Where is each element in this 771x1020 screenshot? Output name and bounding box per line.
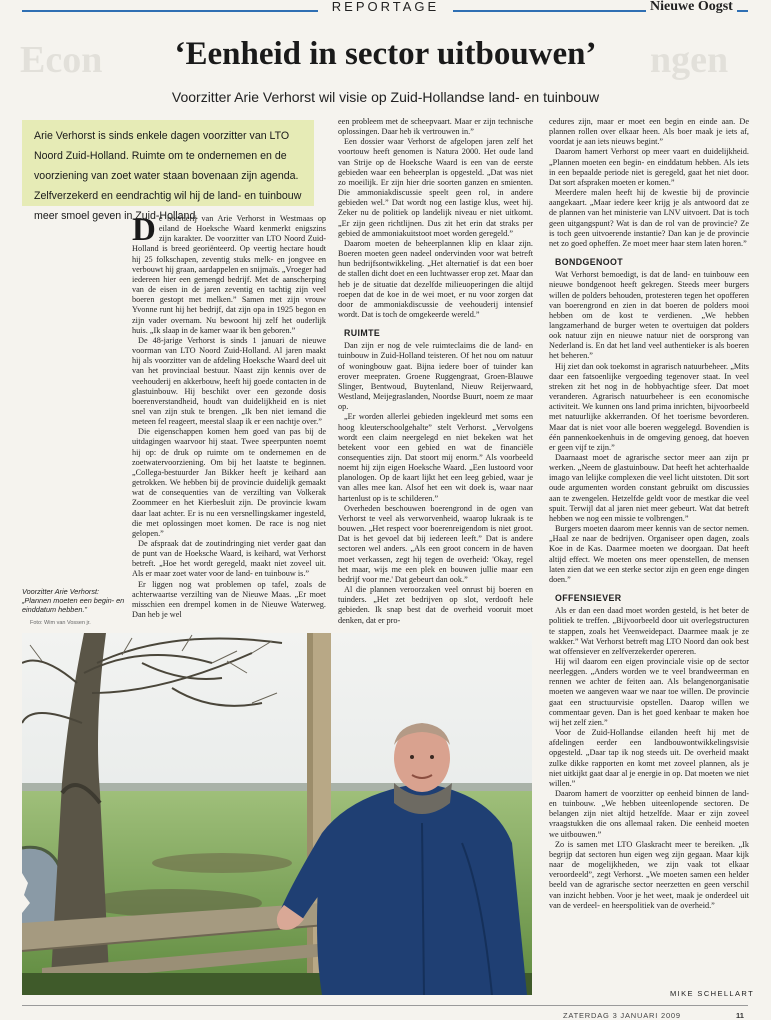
article-column-1 [132, 214, 326, 634]
article-photo [22, 633, 532, 995]
paper-name: Nieuwe Oogst [646, 0, 737, 13]
byline: MIKE SCHELLART [670, 989, 755, 998]
article-column-2 [338, 117, 533, 631]
section-subheading: BONDGENOOT [555, 257, 624, 268]
article-paragraph: Voor de Zuid-Hollandse eilanden heeft hij met de afdelingen eerder een landbouwontwikkelingsvisie opgesteld. „Daar tap ik nog steeds uit. De overheid maakt zulke dikke rapporten en komt met zoveel plannen, als je niet uitkijkt gaat daar al je energie in op. Dat moeten we niet willen.” [549, 728, 749, 788]
article-paragraph: Daarom moeten de beheerplannen klip en klaar zijn. Boeren moeten geen nadeel ondervinden voor wat betreft hun bedrijfsontwikkeling. „Het alternatief is dat een boer de stallen dicht doet en een luchtwasser erop zet. Maar dan heb je de situatie dat dezelfde milieuoperingen die altijd roepen dat de koe in de wei moet, er nu voor zorgen dat door de ammoniakdiscussie de veehouderij intensief wordt. Dat is toch de omgekeerde wereld.” [338, 238, 533, 319]
photo-caption: Voorzitter Arie Verhorst: „Plannen moeten een begin- en einddatum hebben.” [22, 587, 125, 614]
subheadline: Voorzitter Arie Verhorst wil visie op Zuid-Hollandse land- en tuinbouw [171, 89, 600, 105]
article-paragraph: Als er dan een daad moet worden gesteld, is het beter de politiek te treffen. „Bijvoorbeeld door uit overlegstructuren te stappen, zoals het Veenweidepact. Daarmee maak je ze wakker.” Wat Verhorst betreft mag LTO Noord dan ook best wat offensiever en zelfverzekerder opereren. [549, 606, 749, 656]
article-paragraph: Er liggen nog wat problemen op tafel, zoals de achterwaartse verzilting van de Nieuwe Maas. „Er moet misschien een drempel komen in de Nieuwe Waterweg. Dan heb je wel [132, 579, 326, 620]
article-paragraph: Hij wil daarom een eigen provinciale visie op de sector neerleggen. „Anders worden we te veel brandweerman en rennen we achter de feiten aan. Als belangenorganisatie moeten we aangeven waar we naar toe willen. De provincie gaat een structuurvisie opstellen. Daarop willen we commentaar geven. Dan is het goed kenbaar te maken hoe wij het zelf zien.” [549, 656, 749, 727]
intro-box: Arie Verhorst is sinds enkele dagen voorzitter van LTO Noord Zuid-Holland. Ruimte om te ondernemen en de voorziening van zoet water staan bovenaan zijn agenda. Zelfverzekerd en eendrachtig wil hij de land- en tuinbouw meer smoel geven in Zuid-Holland. [22, 120, 314, 206]
page-number: 11 [736, 1011, 744, 1020]
article-paragraph: een probleem met de scheepvaart. Maar er zijn technische oplossingen. Daar heb ik vertrouwen in.” [338, 117, 533, 137]
article-paragraph: Burgers moeten daarom meer kennis van de sector nemen. „Haal ze naar de bedrijven. Organiseer open dagen, zoals Koe in de Kas. Daarmee moeten we doorgaan. Dat heeft altijd effect. We moeten ons meer openstellen, de mensen laten zien dat we een sterke sector zijn en geen enge dingen doen.” [549, 524, 749, 584]
article-paragraph: Daarom hamert Verhorst op meer vaart en duidelijkheid. „Plannen moeten een begin- en einddatum hebben. Als iets in een bepaalde periode niet is geregeld, gaat het niet door. Dat sort afspraken moeten er komen.” [549, 147, 749, 187]
footer-date: ZATERDAG 3 JANUARI 2009 [563, 1011, 681, 1020]
section-subheading: RUIMTE [344, 328, 381, 339]
article-paragraph: Een dossier waar Verhorst de afgelopen jaren zelf het voortouw heeft genomen is Natura 2000. Het oude land van Strije op de Hoeksche Waard is een van de eerste gebieden waar een beheerplan is opgesteld. „Dat was niet zo moeilijk. Er zijn hier drie soorten ganzen en smienten. Die ammoniakdiscussie speelt geen rol, in andere gebieden wel.” Dat wordt nog een lastige klus, weet hij. Zeker nu de politiek op landelijk niveau er niet uitkomt. „Er zijn geen richtlijnen. Dus zit het erin dat straks per gebied de ammoniakuitstoot moet worden geregeld.” [338, 137, 533, 238]
article-paragraph: „Er worden allerlei gebieden ingekleurd met soms een hoog kleuterschoolgehalte” stelt Verhorst. „Vervolgens wordt een claim neergelegd en niet bekeken wat het betekent voor een gebied en wat de financiële consequenties zijn. Dat stoort mij enorm.” Als voorbeeld noemt hij zijn eigen Hoeksche Waard. „Een lustoord voor planologen. Op de kaart lijkt het een leeg gebied, waar je van alles mee kan. Alsof het een wit doek is, waar naar hartenlust op is te schilderen.” [338, 412, 533, 503]
article-paragraph: Hij ziet dan ook toekomst in agrarisch natuurbeheer. „Mits daar een fatsoenlijke vergoeding tegenover staat. In veel streken zit het nog in de hobbyachtige sfeer. Dat moet veranderen. Agrarisch natuurbeheer is een economische activiteit. We kunnen ons land prima inrichten, bijvoorbeeld met natuurlijke akkerranden. Of het toerisme bevorderen. Maar dat is niet voor alle boeren weggelegd. Bovendien is één pannenkoekenhuis in de omgeving genoeg, dat hoeven er geen vijf te zijn.” [549, 361, 749, 452]
farmer-photo-illustration [22, 633, 532, 995]
article-paragraph: De afspraak dat de zoutindringing niet verder gaat dan de punt van de Hoeksche Waard, is keihard, wat Verhorst betreft. „Hoe het wordt geregeld, maakt niet zoveel uit. Als er maar zoet water voor de land- en tuinbouw is.” [132, 539, 326, 579]
show-through-right: ngen [650, 39, 729, 81]
article-paragraph: Wat Verhorst bemoedigt, is dat de land- en tuinbouw een nieuwe bondgenoot heeft gekregen. Steeds meer burgers willen de polders behouden, protesteren tegen het opofferen van boerengrond en zien in dat boeren de polders mooi hebben om de kost te verdienen. „We hebben langzamerhand de burger weten te overtuigen dat polders ook natuur zijn en nieuwe natuur niet de oorsprong van Nederland is. En dat het land veel authentieker is als boeren het beheren.” [549, 270, 749, 361]
drop-cap: D [132, 214, 156, 248]
article-paragraph: Daarom hamert de voorzitter op eenheid binnen de land- en tuinbouw. „We hebben uiteenlopende sectoren. De belangen zijn niet altijd hetzelfde. Maar er zijn zoveel vraagstukken die ons allemaal raken. Die eenheid moeten we uitbouwen.” [549, 789, 749, 839]
article-paragraph: De 48-jarige Verhorst is sinds 1 januari de nieuwe voorman van LTO Noord Zuid-Holland. Al jaren maakt hij als voorzitter van de afdeling Hoeksche Waard deel uit van het provinciaal bestuur. Naast zijn kennis over de veehouderij en akkerbouw, heeft hij goede contacten in de glastuinbouw. Hij beschikt over een gezonde dosis boerenverstandheid, houdt van duidelijkheid en is niet snel van zijn stuk te brengen. „Ik ben niet iemand die meteen fel reageert, meestal slaap ik er een nachtje over.” [132, 335, 326, 427]
article-paragraph: e boerderij van Arie Verhorst in Westmaas op eiland de Hoeksche Waard kenmerkt enigszins zijn karakter. De voorzitter van LTO Noord Zuid-Holland is breed georiënteerd. Op veertig hectare houdt hij 25 folkschapen, zeventig stuks melk- en jongvee en verbouwt hij graan, aardappelen en snijmaïs. „Vroeger had iedereen hier een gemengd bedrijf. Met de aanscherping van de eisen in de jaren zeventig en tachtig zijn veel boeren gestopt met melken.” Samen met zijn vrouw Yvonne runt hij het bedrijf, dat zijn opa in 1925 begon en zijn vader overnam. Nu bewoont hij zelf het ouderlijk huis. „Ik slaap in de kamer waar ik ben geboren.” [132, 214, 326, 335]
photo-credit: Foto: Wim van Vossen jr. [30, 620, 91, 626]
article-paragraph: Al die plannen veroorzaken veel onrust bij boeren en tuinders. „Het zet bedrijven op slot, verdooft hele gebieden. Ik snap best dat de overheid vooruit moet denken, dat er pro- [338, 585, 533, 625]
headline: ‘Eenheid in sector uitbouwen’ [174, 36, 597, 72]
article-paragraph: Daarnaast moet de agrarische sector meer aan zijn pr werken. „Neem de glastuinbouw. Dat heeft het achterhaalde imago van lelijke complexen die veel licht uitstoten. Dit sort oude argumenten worden constant gebruikt om discussies aan te zwengelen. Hetzelfde geldt voor de mestkar die veel spuit. Terwijl dat al jaren niet meer gebeurt. Wat dat betreft hebben we nog een missie te volbrengen.” [549, 453, 749, 523]
show-through-left: Econ [20, 39, 103, 81]
article-column-3 [549, 117, 749, 987]
section-subheading: OFFENSIEVER [555, 593, 622, 604]
footer-rule [22, 1005, 748, 1006]
article-paragraph: Meerdere malen heeft hij de kwestie bij de provincie aangekaart. „Maar iedere keer krijg je als antwoord dat ze de plannen van het ministerie van LNV uitvoert. Dat is toch geen uitgangspunt? Wat is dan de rol van de provincie? Ze is toch geen uitvoerende instantie? Dan kan je de provincie net zo goed opheffen. Ze moet meer haar stem laten horen.” [549, 188, 749, 248]
article-paragraph: Dan zijn er nog de vele ruimteclaims die de land- en tuinbouw in Zuid-Holland teisteren. Of het nou om natuur of woningbouw gaat. Bijna iedere boer of tuinder kan erover meepraten. Groene Ruggengraat, Groen-Blauwe Slinger, Bentwoud, Buytenland, Nieuw Reijerwaard, Westland, Meijegraslanden, Noordse Buurt, noem ze maar op. [338, 341, 533, 412]
section-label: REPORTAGE [318, 0, 453, 13]
article-paragraph: cedures zijn, maar er moet een begin en einde aan. De plannen rollen over elkaar heen. Als boer maak je iets af, voordat je aan iets nieuws begint.” [549, 117, 749, 147]
article-paragraph: Overheden beschouwen boerengrond in de ogen van Verhorst te veel als verworvenheid, waarop lukraak is te bouwen. „Het respect voor boerenreigendom is niet groot. Dat is het gevoel dat bij iedereen leeft.” Dat is andere sectoren wel anders. „Als een groot concern in de haven moet verkassen, zegt hij tegen de overheid: 'Okay, regel het maar, wijs me een plek en bouwen jullie maar een bedrijf voor me.' Dat gebeurt dan ook.” [338, 503, 533, 584]
article-paragraph: Zo is samen met LTO Glaskracht meer te bereiken. „Ik begrijp dat sectoren hun eigen weg zijn gegaan. Maar kijk naar de mogelijkheden, we zijn vaak tot elkaar veroordeeld”, zegt Verhorst. „We moeten samen een helder beeld van de agrarische sector neerzetten en geen verschil van inzicht hebben. Voor je het weet, maak je onderdeel uit van de verdeel- en heerspolitiek van de overheid.” [549, 839, 749, 910]
article-paragraph: Die eigenschappen komen hem goed van pas bij de uitdagingen waarvoor hij staat. Twee speerpunten noemt hij op: de druk op ruimte om te ondernemen en de zoetwatervoorziening. Om bij het laatste te beginnen. „Collega-bestuurder Jan Bikker heeft je keihard aan getrokken. We hebben bij de provincie duidelijk gemaakt wat de consequenties van de verzilting van Volkerak Zoommeer en het Kierbesluit zijn. De provincie kwam daar laat achter. Er is nu een versnellingskamer ingesteld, die met oplossingen moet komen. De race is nog niet gelopen.” [132, 427, 326, 538]
